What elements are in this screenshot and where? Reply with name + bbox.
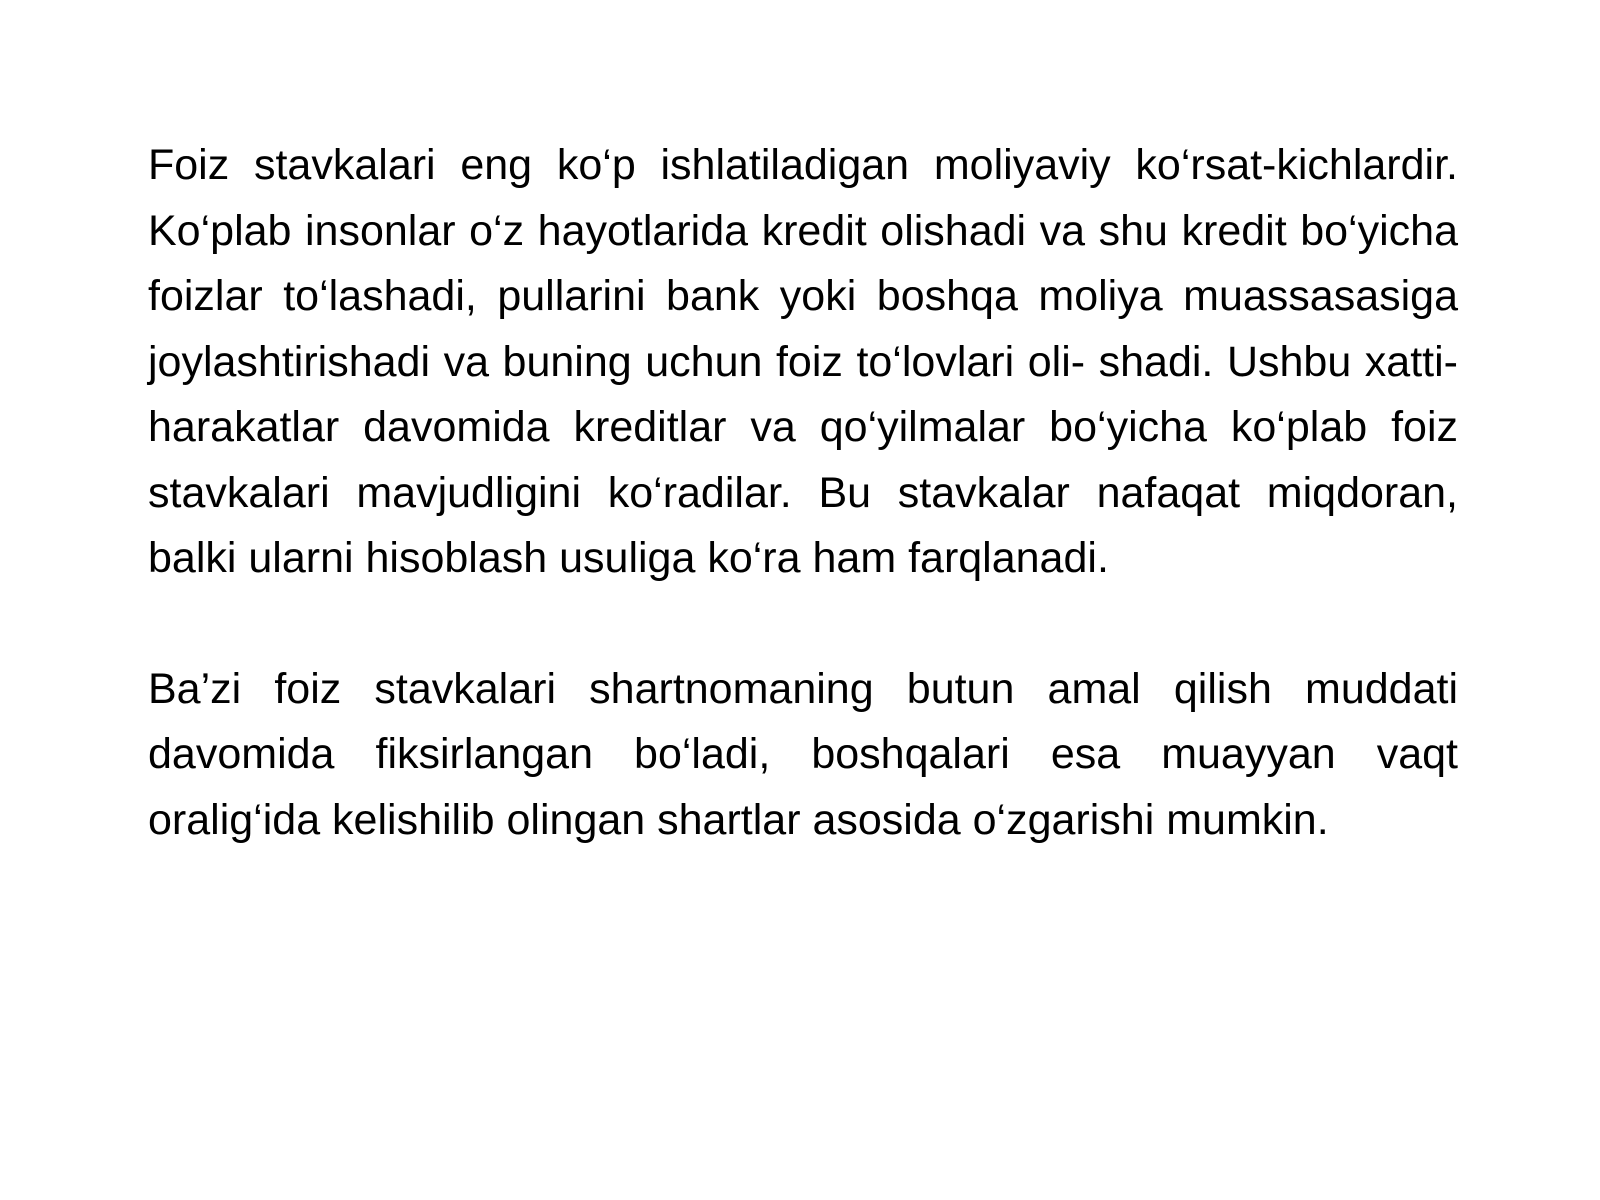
document-body [148,133,1458,853]
paragraph-1: Foiz stavkalari eng ko‘p ishlatiladigan moliyaviy ko‘rsat-kichlardir. Ko‘plab insonlar o‘z hayotlarida kredit olishadi va shu kredit bo‘yicha foizlar to‘lashadi, pullarini bank yoki boshqa moliya muassasasiga joylashtirishadi va buning uchun foiz to‘lovlari oli- shadi. Ushbu xatti-harakatlar davomida kreditlar va qo‘yilmalar bo‘yicha ko‘plab foiz stavkalari mavjudligini ko‘radilar. Bu stavkalar nafaqat miqdoran, balki ularni hisoblash usuliga ko‘ra ham farqlanadi. [148,141,1458,582]
paragraph-2: Ba’zi foiz stavkalari shartnomaning butun amal qilish muddati davomida fiksirlangan bo‘ladi, boshqalari esa muayyan vaqt oralig‘ida kelishilib olingan shartlar asosida o‘zgarishi mumkin. [148,664,1458,844]
